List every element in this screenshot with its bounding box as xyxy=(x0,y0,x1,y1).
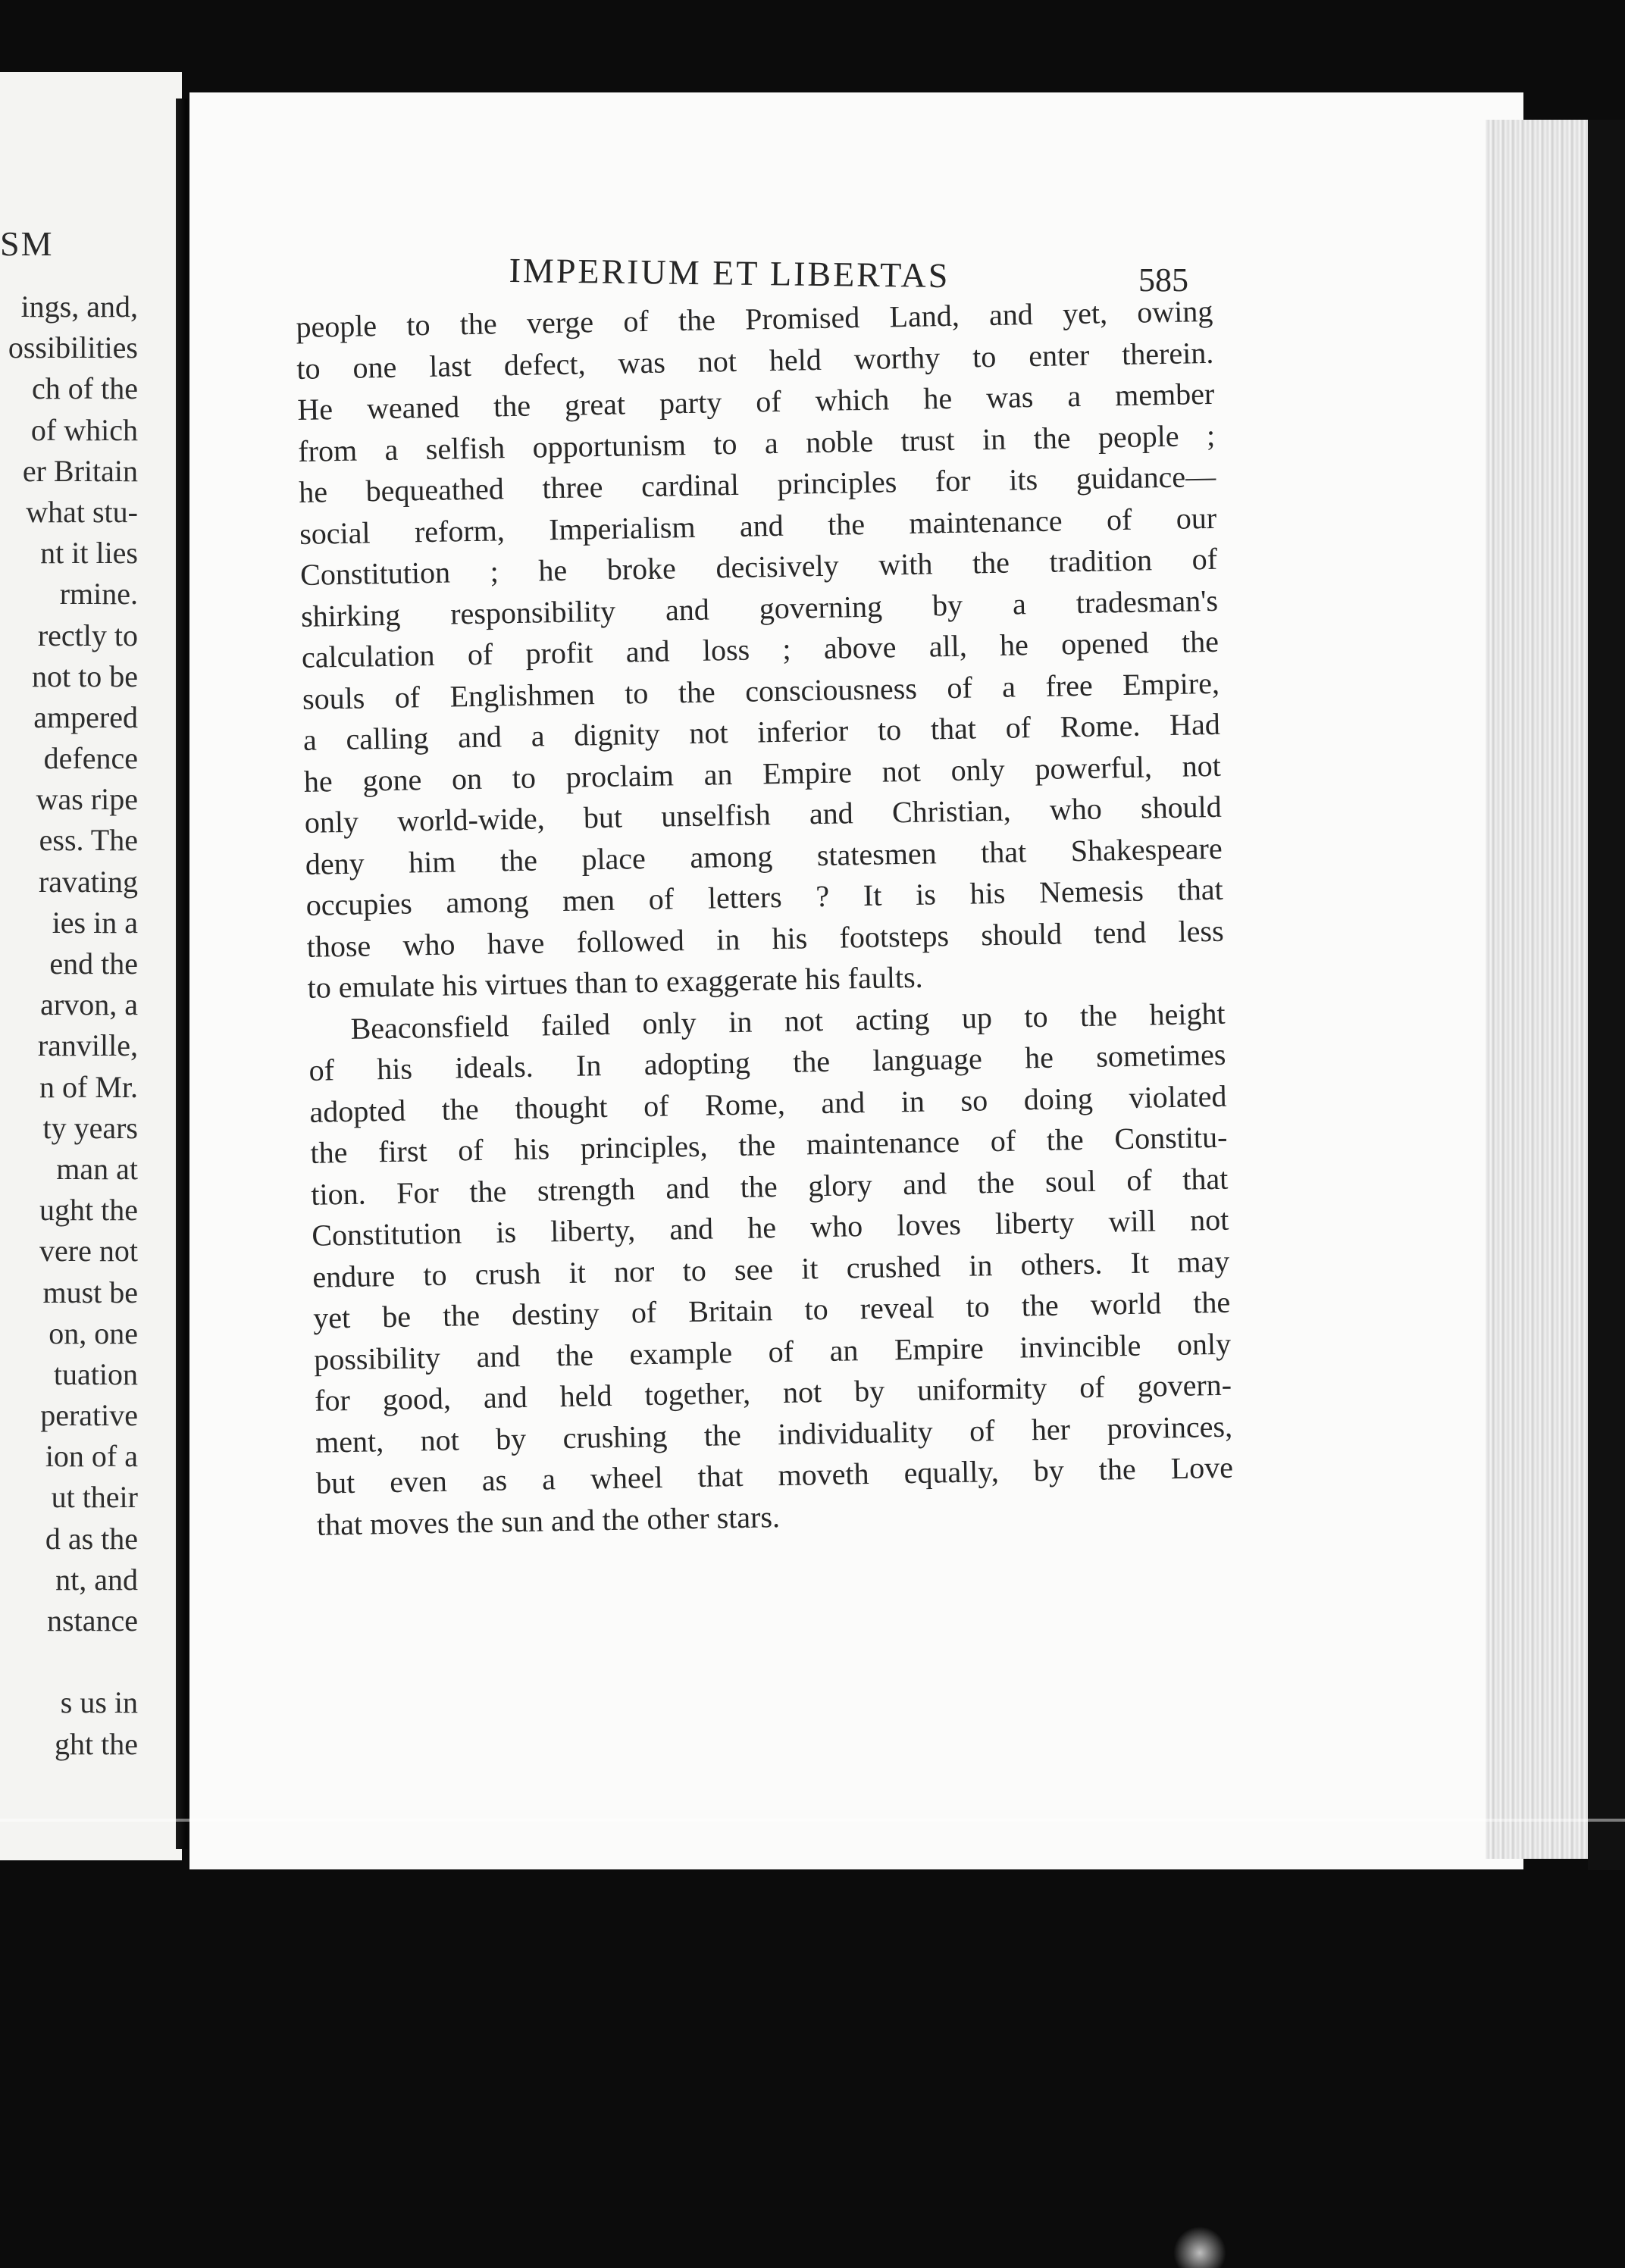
body-text-line: social reform, Imperialism and the maintenance of our xyxy=(299,500,1217,551)
left-page-line: end the xyxy=(49,946,138,981)
body-text-line: people to the verge of the Promised Land, and yet, owing xyxy=(296,293,1213,344)
left-page-line: must be xyxy=(42,1275,138,1309)
left-page-line: of which xyxy=(30,412,138,447)
left-facing-page xyxy=(0,72,182,1860)
body-text-line: those who have followed in his footsteps should tend less xyxy=(306,913,1224,964)
body-text-line: possibility and the example of an Empire invincible only xyxy=(313,1326,1232,1377)
left-page-line: ion of a xyxy=(45,1439,138,1474)
page-body-text xyxy=(296,291,1234,1546)
left-page-line: ch of the xyxy=(32,371,138,406)
body-text-line: ment, not by crushing the individuality of her provinces, xyxy=(315,1409,1233,1459)
page-edges xyxy=(1486,120,1603,1859)
left-page-line: defence xyxy=(43,741,138,776)
right-page xyxy=(189,92,1523,1869)
scan-artifact-line xyxy=(0,1819,1625,1822)
left-page-line: ut their xyxy=(51,1480,138,1515)
body-text-line: Constitution ; he broke decisively with the tradition of xyxy=(299,541,1218,592)
body-text-line: he bequeathed three cardinal principles for its guidance— xyxy=(298,458,1216,509)
body-text-line: for good, and held together, not by uniformity of govern- xyxy=(314,1367,1232,1418)
body-text-line: only world-wide, but unselfish and Christian, who should xyxy=(304,789,1223,840)
left-page-line: ampered xyxy=(33,699,138,734)
left-page-line: man at xyxy=(56,1151,138,1186)
body-text-line: occupies among men of letters ? It is his Nemesis that xyxy=(305,871,1223,922)
body-text-line: to one last defect, was not held worthy to enter therein. xyxy=(296,335,1214,386)
scan-smudge xyxy=(1173,2226,1226,2268)
body-text-line: to emulate his virtues than to exaggerate his faults. xyxy=(307,959,923,1005)
left-page-line: er Britain xyxy=(22,453,138,488)
left-page-line: nstance xyxy=(47,1603,138,1638)
body-text-line: endure to crush it nor to see it crushed in others. It may xyxy=(312,1243,1230,1294)
left-page-line: ty years xyxy=(42,1110,138,1145)
left-page-line: rmine. xyxy=(59,577,138,612)
left-page-line: what stu- xyxy=(26,494,138,529)
left-page-line: nt it lies xyxy=(40,536,138,571)
left-page-text-fragments xyxy=(8,286,138,1765)
left-page-line: nt, and xyxy=(55,1562,138,1597)
left-page-line: s us in xyxy=(60,1685,138,1720)
left-page-line: on, one xyxy=(49,1315,138,1350)
left-page-line: d as the xyxy=(45,1521,138,1556)
body-text-line: but even as a wheel that moveth equally, by the Love xyxy=(315,1450,1234,1500)
left-page-line: not to be xyxy=(32,659,138,693)
left-running-head-fragment: SM xyxy=(0,224,54,263)
body-text-line: He weaned the great party of which he was a member xyxy=(296,376,1215,427)
body-text-line: tion. For the strength and the glory and the soul of that xyxy=(311,1161,1229,1212)
body-text-line: the first of his principles, the maintenance of the Constitu- xyxy=(310,1119,1228,1170)
left-page-line: ings, and, xyxy=(20,289,138,324)
left-page-line: perative xyxy=(40,1398,138,1433)
body-text-line: deny him the place among statesmen that Shakespeare xyxy=(305,831,1223,881)
body-text-line: Beaconsfield failed only in not acting up to the height xyxy=(350,996,1226,1046)
body-text-line: he gone on to proclaim an Empire not only powerful, not xyxy=(303,748,1222,799)
left-page-line: ess. The xyxy=(39,823,138,858)
left-page-line: ies in a xyxy=(52,905,138,940)
left-page-line: ght the xyxy=(55,1726,138,1761)
running-head: IMPERIUM ET LIBERTAS xyxy=(509,250,950,296)
body-text-line: a calling and a dignity not inferior to that of Rome. Had xyxy=(302,706,1221,757)
page-number: 585 xyxy=(1138,261,1188,299)
body-text-line: from a selfish opportunism to a noble trust in the people ; xyxy=(297,418,1216,468)
left-page-line: tuation xyxy=(53,1356,138,1391)
left-page-line: ught the xyxy=(39,1193,138,1228)
left-page-line: arvon, a xyxy=(40,987,138,1022)
body-text-line: calculation of profit and loss ; above all, he opened the xyxy=(301,624,1220,674)
left-page-line: ranville, xyxy=(37,1028,138,1063)
left-page-line: ossibilities xyxy=(8,330,138,365)
body-text-line: souls of Englishmen to the consciousness of a free Empire, xyxy=(302,665,1220,716)
left-page-line: vere not xyxy=(39,1234,138,1269)
body-text-line: Constitution is liberty, and he who loves liberty will not xyxy=(311,1202,1229,1253)
left-page-line: n of Mr. xyxy=(39,1069,138,1104)
body-text-line: shirking responsibility and governing by a tradesman's xyxy=(300,583,1219,633)
body-text-line: of his ideals. In adopting the language he sometimes xyxy=(308,1037,1226,1087)
body-text-line: yet be the destiny of Britain to reveal to the world the xyxy=(312,1284,1231,1335)
left-page-line: rectly to xyxy=(37,618,138,652)
left-page-line: ravating xyxy=(38,864,138,899)
left-page-line xyxy=(8,1641,138,1682)
body-text-line: that moves the sun and the other stars. xyxy=(316,1499,781,1542)
left-page-line: was ripe xyxy=(36,782,138,817)
page-edges-shadow xyxy=(1588,120,1625,1870)
body-text-line: adopted the thought of Rome, and in so doing violated xyxy=(309,1078,1227,1129)
